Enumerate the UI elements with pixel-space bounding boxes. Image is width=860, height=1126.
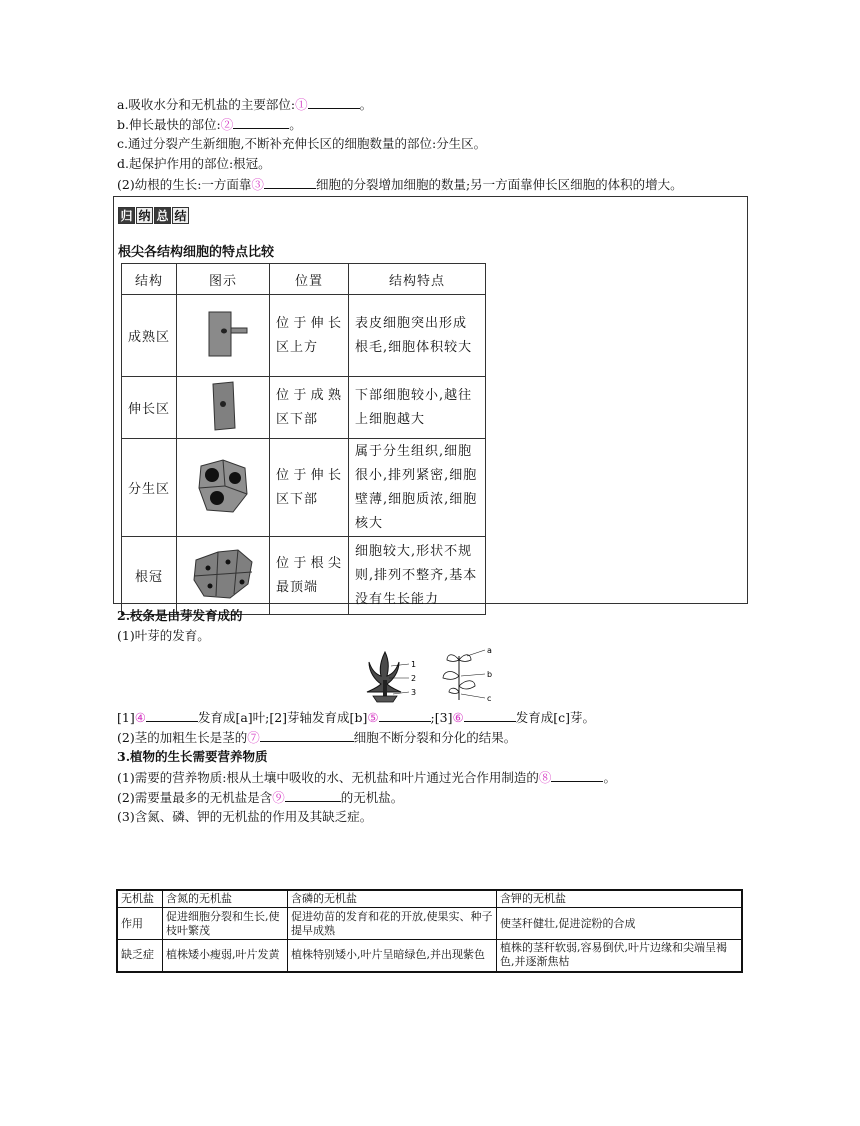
npk-line: (3)含氮、磷、钾的无机盐的作用及其缺乏症。	[117, 809, 373, 824]
row-name-elongation: 伸长区	[122, 377, 177, 439]
row-name-meristem: 分生区	[122, 439, 177, 537]
badge-char-2: 纳	[136, 207, 153, 224]
summary-title: 根尖各结构细胞的特点比较	[118, 245, 275, 260]
line-b-end: 。	[289, 117, 302, 132]
blank-number-5: ⑤	[367, 710, 379, 725]
blank-number-6: ⑥	[452, 710, 464, 725]
salts-cell: 植株特别矮小,叶片呈暗绿色,并出现紫色	[288, 940, 497, 972]
svg-text:2: 2	[411, 674, 417, 683]
root-cap-cell-image	[177, 537, 270, 615]
meristem-cell-image	[177, 439, 270, 537]
answer-blank-8[interactable]	[551, 768, 603, 782]
section-3-heading	[117, 748, 268, 766]
salts-header-potassium: 含钾的无机盐	[497, 890, 743, 908]
leaf-bud-icon	[367, 652, 416, 702]
row-name-root-cap: 根冠	[122, 537, 177, 615]
bud-development-line	[117, 708, 595, 727]
badge-char-3: 总	[154, 207, 171, 224]
nutrients-line-end: 。	[603, 770, 616, 785]
section-3-number: 3	[117, 749, 126, 764]
most-needed-salt-text: (2)需要量最多的无机盐是含	[117, 790, 273, 805]
header-figure: 图示	[177, 264, 270, 295]
shoot-icon	[443, 646, 492, 703]
summary-box	[113, 196, 748, 607]
row-feature-elongation: 下部细胞较小,越往上细胞越大	[349, 377, 486, 439]
stem-line-end: 细胞不断分裂和分化的结果。	[353, 730, 517, 745]
table-row	[122, 295, 486, 377]
table-header-row	[117, 890, 742, 908]
line-b	[117, 115, 302, 134]
blank-number-7: ⑦	[247, 730, 260, 745]
blank-number-2: ②	[220, 117, 234, 132]
svg-text:b: b	[487, 670, 493, 679]
answer-blank-7[interactable]	[260, 728, 354, 742]
section-2-title: .枝条是由芽发育成的	[125, 608, 243, 623]
salts-row-label-effect: 作用	[117, 908, 163, 940]
section-2-heading	[117, 607, 243, 625]
maturation-cell-image	[177, 295, 270, 377]
stem-line-text: (2)茎的加粗生长是茎的	[117, 730, 248, 745]
table-row	[122, 439, 486, 537]
root-cap-cell-icon	[190, 546, 256, 602]
nutrients-line	[117, 768, 616, 787]
badge-char-1: 归	[118, 207, 135, 224]
salts-row-label-deficiency: 缺乏症	[117, 940, 163, 972]
root-growth-text: (2)幼根的生长:一方面靠	[117, 177, 252, 192]
elongation-cell-image	[177, 377, 270, 439]
bud-and-shoot-figure	[363, 646, 503, 707]
section-2-number: 2	[117, 608, 126, 623]
header-features: 结构特点	[349, 264, 486, 295]
salts-header-phosphorus: 含磷的无机盐	[288, 890, 497, 908]
leaf-bud-diagram	[363, 646, 503, 704]
line-b-text: b.伸长最快的部位:	[117, 117, 221, 132]
row-feature-meristem: 属于分生组织,细胞很小,排列紧密,细胞壁薄,细胞质浓,细胞核大	[349, 439, 486, 537]
table-row	[122, 377, 486, 439]
answer-blank-2[interactable]	[233, 115, 289, 129]
answer-blank-9[interactable]	[285, 788, 341, 802]
answer-blank-4[interactable]	[146, 708, 198, 722]
salts-cell: 植株的茎秆软弱,容易倒伏,叶片边缘和尖端呈褐色,并逐渐焦枯	[497, 940, 743, 972]
table-row	[117, 940, 742, 972]
salts-cell: 促进幼苗的发育和花的开放,使果实、种子提早成熟	[288, 908, 497, 940]
row-name-maturation: 成熟区	[122, 295, 177, 377]
bud-line-part-4: 发育成[c]芽。	[515, 710, 595, 725]
stem-thickening-line	[117, 728, 516, 747]
row-position-root-cap: 位于根尖最顶端	[270, 537, 349, 615]
row-position-meristem: 位于伸长区下部	[270, 439, 349, 537]
header-structure: 结构	[122, 264, 177, 295]
blank-number-4: ④	[134, 710, 146, 725]
svg-text:c: c	[487, 694, 492, 703]
salts-cell: 促进细胞分裂和生长,使枝叶繁茂	[163, 908, 288, 940]
row-feature-maturation: 表皮细胞突出形成根毛,细胞体积较大	[349, 295, 486, 377]
table-row	[117, 908, 742, 940]
header-position: 位置	[270, 264, 349, 295]
most-needed-salt-line	[117, 788, 403, 807]
elongation-cell-icon	[203, 380, 243, 432]
row-position-elongation: 位于成熟区下部	[270, 377, 349, 439]
nutrients-line-text: (1)需要的营养物质:根从土壤中吸收的水、无机盐和叶片通过光合作用制造的	[117, 770, 539, 785]
mineral-salts-table	[116, 889, 743, 973]
blank-number-9: ⑨	[272, 790, 285, 805]
line-a	[117, 95, 372, 114]
section-2-sub1: (1)叶芽的发育。	[117, 628, 210, 643]
svg-text:3: 3	[411, 688, 417, 697]
most-needed-salt-end: 的无机盐。	[340, 790, 404, 805]
row-feature-root-cap: 细胞较大,形状不规则,排列不整齐,基本没有生长能力	[349, 537, 486, 615]
line-d: d.起保护作用的部位:根冠。	[117, 156, 271, 171]
blank-number-3: ③	[251, 177, 264, 192]
maturation-cell-icon	[193, 306, 253, 362]
table-row	[122, 537, 486, 615]
line-root-growth	[117, 175, 683, 194]
badge-char-4: 结	[172, 207, 189, 224]
root-growth-end: 细胞的分裂增加细胞的数量;另一方面靠伸长区细胞的体积的增大。	[315, 177, 683, 192]
salts-cell: 植株矮小瘦弱,叶片发黄	[163, 940, 288, 972]
meristem-cell-icon	[193, 456, 253, 516]
row-position-maturation: 位于伸长区上方	[270, 295, 349, 377]
salts-header-mineral: 无机盐	[117, 890, 163, 908]
answer-blank-1[interactable]	[308, 95, 360, 109]
salts-cell: 使茎秆健壮,促进淀粉的合成	[497, 908, 743, 940]
answer-blank-6[interactable]	[464, 708, 516, 722]
salts-header-nitrogen: 含氮的无机盐	[163, 890, 288, 908]
root-structure-table	[121, 263, 486, 615]
section-3-title: .植物的生长需要营养物质	[125, 749, 268, 764]
answer-blank-5[interactable]	[379, 708, 431, 722]
svg-text:1: 1	[411, 660, 417, 669]
line-a-end: 。	[359, 97, 373, 112]
bud-line-part-3: ;[3]	[430, 710, 453, 725]
line-c: c.通过分裂产生新细胞,不断补充伸长区的细胞数量的部位:分生区。	[117, 136, 487, 151]
bud-line-part-1: [1]	[117, 710, 135, 725]
bud-line-part-2: 发育成[a]叶;[2]芽轴发育成[b]	[197, 710, 368, 725]
summary-badge	[118, 207, 189, 224]
answer-blank-3[interactable]	[264, 175, 316, 189]
svg-text:a: a	[487, 646, 492, 655]
line-a-text: a.吸收水分和无机盐的主要部位:	[117, 97, 296, 112]
blank-number-8: ⑧	[538, 770, 552, 785]
table-header-row	[122, 264, 486, 295]
blank-number-1: ①	[295, 97, 308, 112]
